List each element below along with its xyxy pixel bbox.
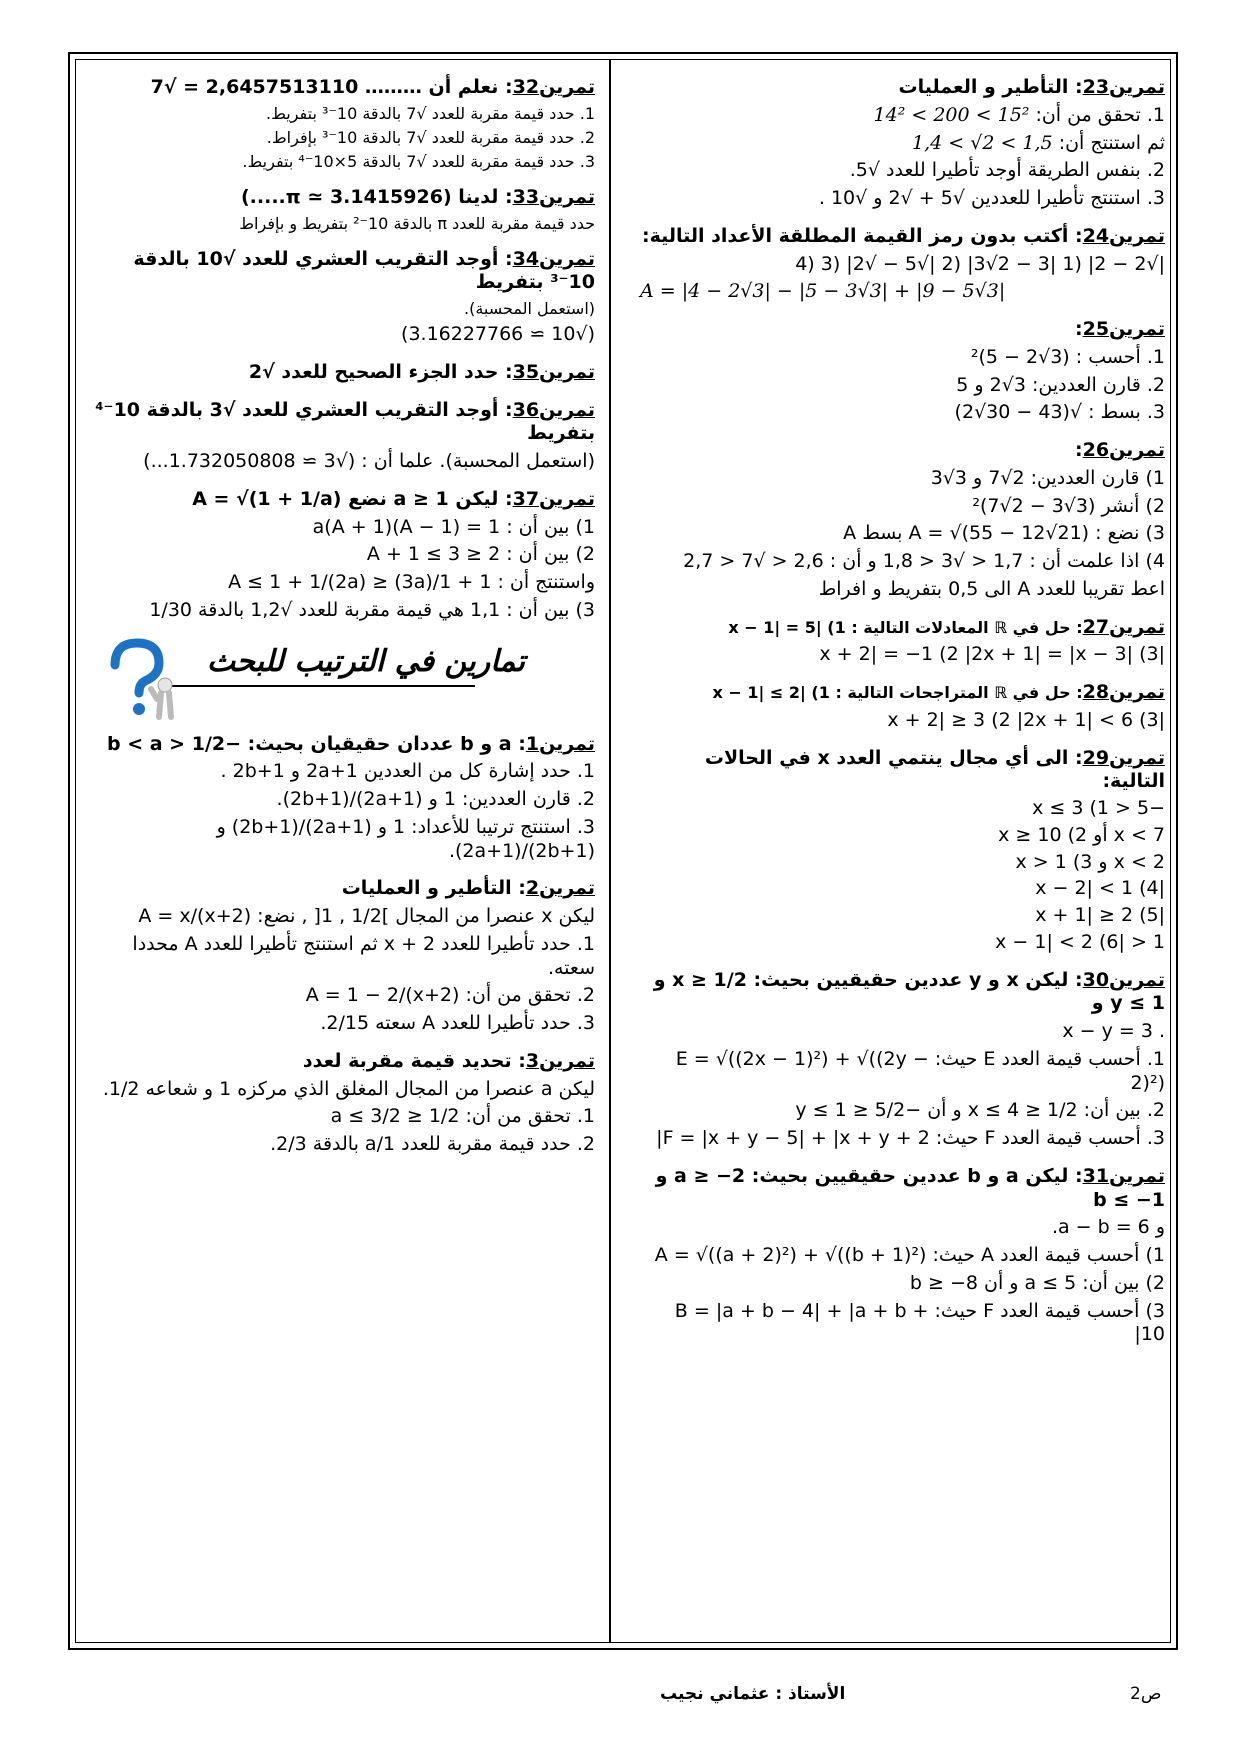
exercise-number: تمرين33	[512, 185, 595, 208]
banner-title: تمارين في الترتيب للبحث	[206, 643, 525, 679]
exercise-number: تمرين36	[512, 398, 595, 421]
item-3: 3. استنتج ترتيبا للأعداد: 1 و (2a+1)/(2b+1) و (2b+1)/(2a+1).	[216, 815, 595, 862]
item-1: 1. حدد تأطيرا للعدد x + 2 ثم استنتج تأطيرا للعدد A محددا سعته.	[132, 932, 595, 979]
exercise-title: : حل في ℝ المتراجحات التالية : 1) |x − 1| ≤ 2	[712, 683, 1083, 702]
case-6: 1 < |x − 1| < 2 (6	[995, 930, 1165, 953]
item-1: 1) أحسب قيمة العدد A حيث: A = √((a + 2)²) + √((b + 1)²)	[654, 1244, 1165, 1266]
exercise-number: تمرين31	[1082, 1164, 1165, 1187]
items-line: |√2 − 2| (1 |3 − 2√3| (2 |√5 − √2| (3 (4	[795, 252, 1165, 275]
exercise-25	[640, 318, 1165, 425]
item-2: 2. حدد قيمة مقربة للعدد 1/a بالدقة 2/3.	[270, 1133, 595, 1155]
exercise-24	[640, 225, 1165, 304]
exercise-number: تمرين25	[1082, 318, 1165, 340]
exercise-32	[85, 76, 595, 172]
item-1: 1. حدد قيمة مقربة للعدد √7 بالدقة 10⁻³ بتفريط.	[266, 103, 595, 123]
exercise-33	[85, 186, 595, 234]
item-1: 1. حدد إشارة كل من العددين 2a+1 و 2b+1 .	[220, 760, 595, 783]
right-column	[640, 76, 1165, 1361]
item-2b: واستنتج أن : 1 + 1/(3a) ≤ A ≤ 1 + 1/(2a)	[228, 571, 595, 593]
exercise-29	[640, 747, 1165, 955]
exercise-1	[85, 733, 595, 864]
case-4: |x − 2| < 1 (4	[1035, 877, 1165, 900]
item-2: 2. قارن العددين: 3√2 و 5	[956, 373, 1165, 396]
exercise-30	[640, 969, 1165, 1151]
exercise-title: : حدد الجزء الصحيح للعدد √2	[248, 360, 513, 383]
exercise-title: : a و b عددان حقيقيان بحيث: −1/2 < b < a	[106, 732, 526, 755]
formula: 14² < 200 < 15²	[873, 103, 1030, 126]
exercise-title: :	[1075, 318, 1083, 340]
item-1: 1. أحسب قيمة العدد E حيث: E = √((2x − 1)²) + √((2y − 2)²)	[675, 1047, 1165, 1094]
case-2: x < 7 أو x ≥ 10 (2	[998, 823, 1165, 846]
section-banner	[85, 637, 595, 723]
item-4b: اعط تقريبا للعدد A الى 0,5 بتفريط و افراط	[818, 577, 1165, 600]
case-1: −5 < x ≤ 3 (1	[1032, 797, 1165, 819]
item-3: 3) نضع : A = √(55 − 12√21) بسط A	[843, 522, 1165, 545]
footer-author: الأستاذ : عثماني نجيب	[660, 1684, 846, 1704]
exercise-title: : أكتب بدون رمز القيمة المطلقة الأعداد التالية:	[642, 224, 1083, 247]
item-3: 3. استنتج تأطيرا للعددين √5 + √2 و √10 .	[818, 187, 1165, 209]
footer-page-number: ص2	[1130, 1684, 1162, 1704]
exercise-27	[640, 616, 1165, 668]
exercise-26	[640, 439, 1165, 602]
exercise-title: : أوجد التقريب العشري للعدد √10 بالدقة 10⁻³ بتفريط	[133, 247, 595, 294]
exercise-number: تمرين32	[512, 76, 595, 98]
item-1: 1) بين أن : a(A + 1)(A − 1) = 1	[312, 515, 595, 538]
exercise-title: : نعلم أن ……… 2,6457513110 = √7	[150, 76, 513, 98]
exercise-36	[85, 399, 595, 474]
exercise-title: : ليكن a و b عددين حقيقيين بحيث: a ≥ −2 و b ≤ −1	[655, 1164, 1165, 1211]
intro-line: ليكن a عنصرا من المجال المغلق الذي مركزه 1 و شعاعه 1/2.	[102, 1077, 595, 1100]
exercise-28	[640, 681, 1165, 733]
note: (استعمل المحسبة). علما أن : (√3 ≃ 1.732050808...)	[143, 450, 595, 472]
item-2: 2. قارن العددين: 1 و (2a+1)/(2b+1).	[276, 788, 595, 810]
item-3: 3) أحسب قيمة العدد F حيث: B = |a + b − 4| + |a + b + 10|	[674, 1299, 1165, 1346]
intro-line: ليكن x عنصرا من المجال ]1/2 , 1[ , نضع: A = x/(x+2)	[138, 905, 595, 927]
left-column	[85, 76, 595, 1171]
exercise-title: : حل في ℝ المعادلات التالية : 1) |x − 1| = 5	[728, 617, 1083, 637]
column-divider	[609, 59, 611, 1643]
exercise-number: تمرين3	[525, 1049, 595, 1072]
item-2: 2) أنشر (3√3 − 2√7)²	[972, 494, 1165, 517]
item-2: 2) بين أن : 2 ≤ A + 1 ≤ 3	[366, 543, 595, 566]
case-5: |x + 1| ≥ 2 (5	[1035, 904, 1165, 926]
item-2: 2. حدد قيمة مقربة للعدد √7 بالدقة 10⁻³ بإفراط.	[266, 127, 595, 147]
exercise-37	[85, 488, 595, 623]
exercise-number: تمرين26	[1082, 439, 1165, 461]
note: (استعمل المحسبة).	[464, 299, 595, 318]
exercise-number: تمرين37	[512, 487, 595, 510]
condition-line: . x − y = 3	[1062, 1020, 1165, 1042]
condition-line: و a − b = 6.	[1051, 1216, 1165, 1239]
exercise-23	[640, 76, 1165, 211]
formula: A = |4 − 2√3| − |5 − 3√3| + |9 − 5√3|	[640, 280, 1006, 303]
item-line: حدد قيمة مقربة للعدد π بالدقة 10⁻² بتفريط و بإفراط	[239, 213, 595, 233]
case-3: x < 2 و x > 1 (3	[1015, 850, 1165, 873]
item-2: 2. بنفس الطريقة أوجد تأطيرا للعدد √5.	[849, 159, 1165, 182]
banner-underline	[165, 685, 475, 687]
items-line: |x + 2| ≥ 3 (2 |2x + 1| < 6 (3	[887, 708, 1165, 731]
item-3: 3. حدد تأطيرا للعدد A سعته 2/15.	[320, 1012, 595, 1034]
deduce-text: ثم استنتج أن:	[1058, 131, 1165, 154]
item-1: 1. تحقق من أن: 1/2 ≤ a ≤ 3/2	[330, 1105, 595, 1128]
exercise-number: تمرين30	[1082, 968, 1165, 991]
exercise-title: : ليكن a ≥ 1 نضع A = √(1 + 1/a)	[192, 487, 513, 510]
exercise-title: :	[1075, 439, 1083, 461]
exercise-title: : التأطير و العمليات	[898, 76, 1083, 98]
exercise-number: تمرين28	[1082, 681, 1165, 703]
exercise-2	[85, 877, 595, 1036]
exercise-title: : لدينا (π ≃ 3.1415926.....)	[241, 185, 513, 208]
items-line: |x + 2| = −1 (2 |2x + 1| = |x − 3| (3	[819, 643, 1165, 666]
exercise-31	[640, 1165, 1165, 1347]
item-1: 1. أحسب : (3√2 − 5)²	[970, 345, 1165, 368]
exercise-number: تمرين35	[512, 360, 595, 383]
exercise-title: : التأطير و العمليات	[341, 877, 526, 900]
formula: (√10 ≃ 3.16227766)	[401, 323, 595, 345]
thinking-figure-icon	[95, 637, 185, 723]
item-2: 2) بين أن: a ≤ 5 و أن b ≥ −8	[909, 1271, 1165, 1294]
exercise-title: : الى أي مجال ينتمي العدد x في الحالات التالية:	[704, 746, 1165, 793]
exercise-number: تمرين34	[512, 247, 595, 270]
item-1: 1) قارن العددين: 2√7 و 3√3	[930, 466, 1165, 489]
exercise-title: : أوجد التقريب العشري للعدد √3 بالدقة 10⁻⁴ بتفريط	[95, 398, 595, 445]
exercise-number: تمرين27	[1082, 615, 1165, 638]
exercise-number: تمرين23	[1082, 76, 1165, 98]
item-4: 4) اذا علمت أن : 1,7 < √3 < 1,8 و أن : 2,6 < √7 < 2,7	[683, 550, 1165, 572]
exercise-number: تمرين24	[1082, 224, 1165, 247]
item-2: 2. تحقق من أن: A = 1 − 2/(x+2)	[305, 984, 595, 1007]
exercise-title: : تحديد قيمة مقربة لعدد	[302, 1049, 526, 1072]
item-1: 1. تحقق من أن:	[1035, 103, 1165, 126]
exercise-number: تمرين2	[525, 877, 595, 900]
item-2: 2. بين أن: 1/2 ≤ x ≤ 4 و أن −5/2 ≤ y ≤ 1	[795, 1099, 1165, 1122]
item-3: 3. بسط : √(43 − 30√2)	[954, 401, 1165, 424]
item-3: 3) بين أن : 1,1 هي قيمة مقربة للعدد √1,2 بالدقة 1/30	[149, 598, 595, 621]
exercise-3	[85, 1050, 595, 1157]
item-3: 3. أحسب قيمة العدد F حيث: F = |x + y − 5| + |x + y + 2|	[656, 1127, 1165, 1149]
item-3: 3. حدد قيمة مقربة للعدد √7 بالدقة 5×10⁻⁴ بتفريط.	[242, 151, 595, 171]
exercise-34	[85, 248, 595, 347]
exercise-35	[85, 361, 595, 385]
formula: 1,4 < √2 < 1,5	[912, 131, 1053, 154]
exercise-title: : ليكن x و y عددين حقيقيين بحيث: x ≥ 1/2 و y ≤ 1 و	[653, 968, 1165, 1015]
exercise-number: تمرين29	[1082, 746, 1165, 769]
exercise-number: تمرين1	[525, 732, 595, 755]
